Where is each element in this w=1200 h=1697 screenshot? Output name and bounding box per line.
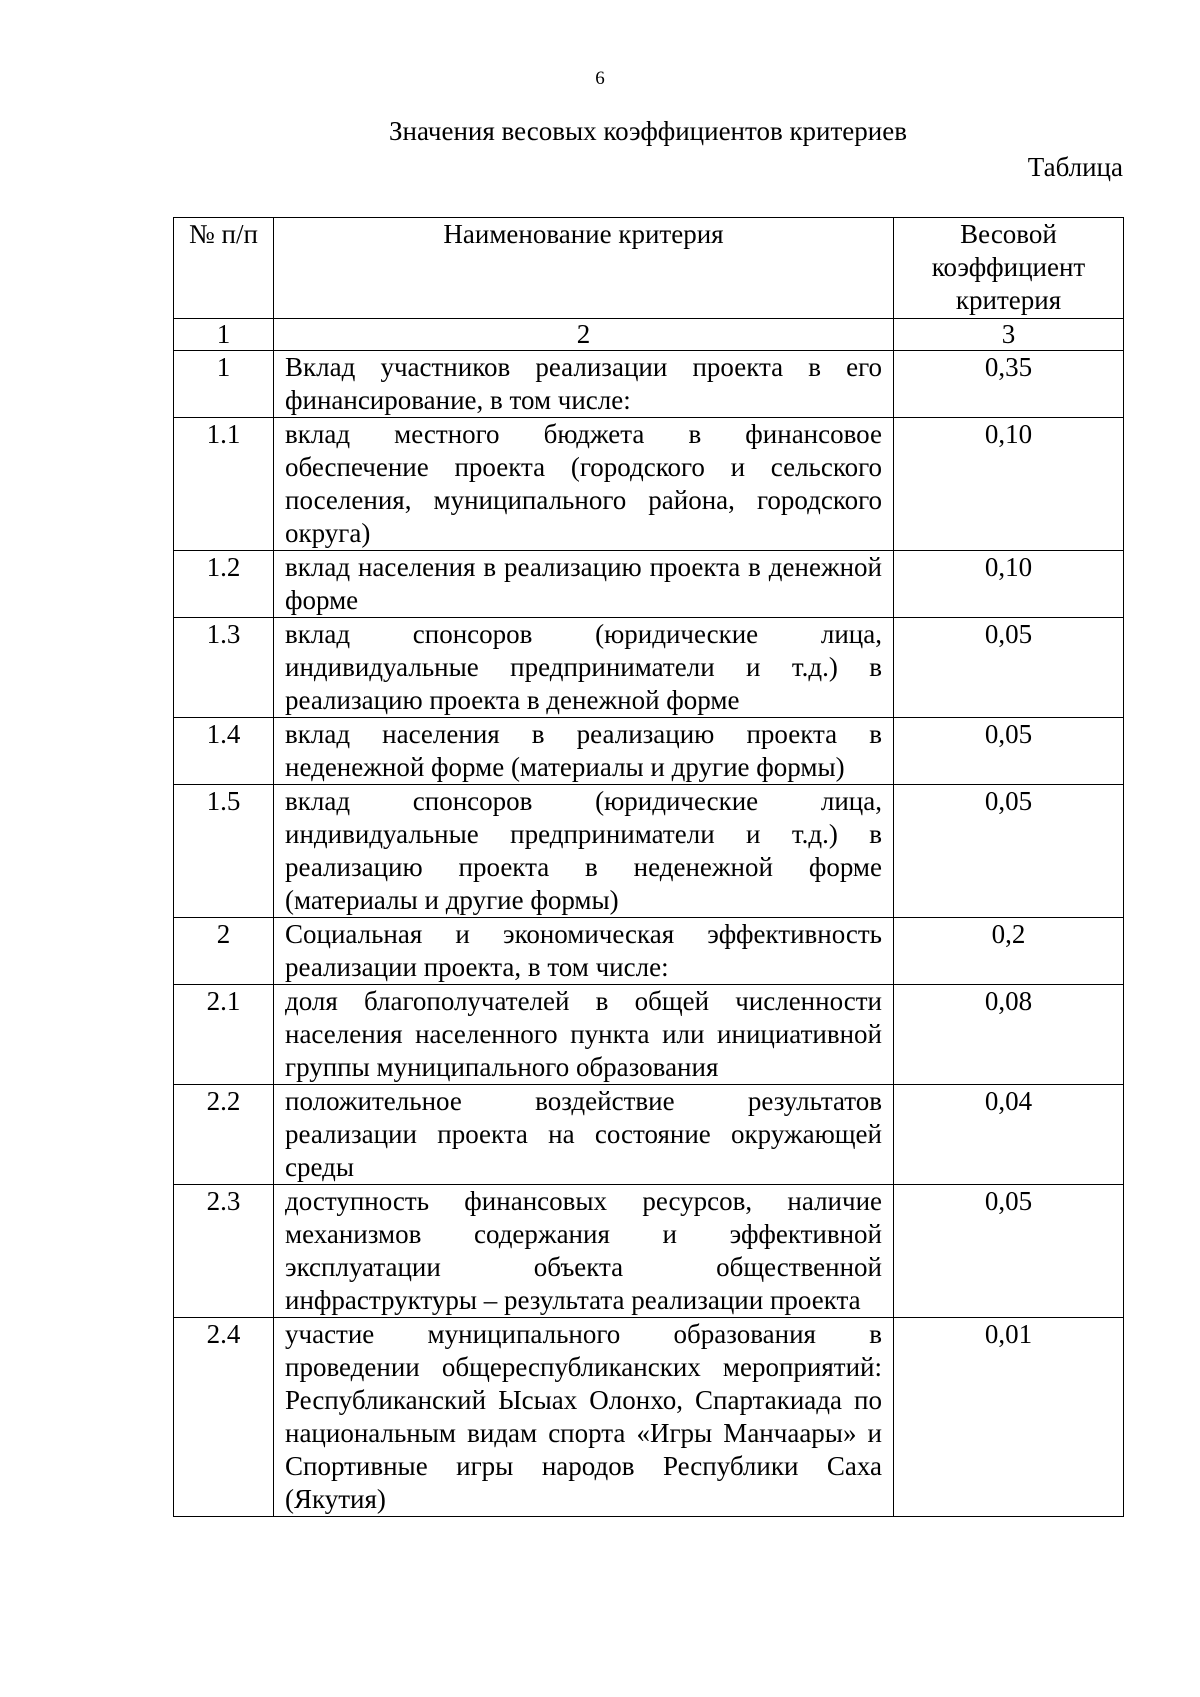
page-number: 6	[595, 68, 605, 89]
criterion-name: вклад местного бюджета в финансовое обеспечение проекта (городского и сельского поселения, муниципального района, городского округа)	[274, 418, 894, 551]
weight-coefficient: 0,2	[894, 918, 1124, 985]
table-row	[174, 1185, 1124, 1318]
column-index-1: 1	[174, 319, 274, 351]
table-row	[174, 418, 1124, 551]
row-number: 2.3	[174, 1185, 274, 1318]
weight-coefficient: 0,10	[894, 551, 1124, 618]
table-row	[174, 718, 1124, 785]
table-row	[174, 551, 1124, 618]
header-weight-coefficient: Весовой коэффициент критерия	[894, 218, 1124, 319]
header-criterion-name: Наименование критерия	[274, 218, 894, 319]
weight-coefficient: 0,05	[894, 1185, 1124, 1318]
column-index-3: 3	[894, 319, 1124, 351]
table-row	[174, 918, 1124, 985]
table-caption: Таблица	[1027, 152, 1123, 182]
row-number: 1.4	[174, 718, 274, 785]
table-row	[174, 351, 1124, 418]
row-number: 1.1	[174, 418, 274, 551]
weight-coefficient: 0,05	[894, 618, 1124, 718]
row-number: 2.4	[174, 1318, 274, 1517]
table-row	[174, 1318, 1124, 1517]
row-number: 2	[174, 918, 274, 985]
row-number: 1	[174, 351, 274, 418]
weight-coefficient: 0,35	[894, 351, 1124, 418]
criterion-name: доля благополучателей в общей численности населения населенного пункта или инициативной группы муниципального образования	[274, 985, 894, 1085]
weight-coefficient: 0,04	[894, 1085, 1124, 1185]
table-row	[174, 1085, 1124, 1185]
weight-coefficient: 0,05	[894, 718, 1124, 785]
criterion-name: положительное воздействие результатов реализации проекта на состояние окружающей среды	[274, 1085, 894, 1185]
row-number: 1.5	[174, 785, 274, 918]
criterion-name: вклад спонсоров (юридические лица, индивидуальные предприниматели и т.д.) в реализацию проекта в денежной форме	[274, 618, 894, 718]
criteria-table-body	[174, 351, 1124, 1517]
criterion-name: участие муниципального образования в проведении общереспубликанских мероприятий: Республиканский Ысыах Олонхо, Спартакиада по национальным видам спорта «Игры Манчаары» и Спортивные игры народов Республики Саха (Якутия)	[274, 1318, 894, 1517]
document-title: Значения весовых коэффициентов критериев	[389, 116, 907, 146]
column-index-2: 2	[274, 319, 894, 351]
criterion-name: Социальная и экономическая эффективность реализации проекта, в том числе:	[274, 918, 894, 985]
table-header-row	[174, 218, 1124, 319]
criterion-name: Вклад участников реализации проекта в его финансирование, в том числе:	[274, 351, 894, 418]
criterion-name: вклад населения в реализацию проекта в неденежной форме (материалы и другие формы)	[274, 718, 894, 785]
weight-coefficient: 0,01	[894, 1318, 1124, 1517]
row-number: 1.2	[174, 551, 274, 618]
criteria-weights-table	[173, 217, 1124, 1517]
column-index-row	[174, 319, 1124, 351]
criterion-name: вклад населения в реализацию проекта в денежной форме	[274, 551, 894, 618]
row-number: 2.2	[174, 1085, 274, 1185]
criterion-name: вклад спонсоров (юридические лица, индивидуальные предприниматели и т.д.) в реализацию проекта в неденежной форме (материалы и другие формы)	[274, 785, 894, 918]
table-row	[174, 785, 1124, 918]
weight-coefficient: 0,08	[894, 985, 1124, 1085]
row-number: 1.3	[174, 618, 274, 718]
weight-coefficient: 0,05	[894, 785, 1124, 918]
weight-coefficient: 0,10	[894, 418, 1124, 551]
row-number: 2.1	[174, 985, 274, 1085]
table-row	[174, 985, 1124, 1085]
criterion-name: доступность финансовых ресурсов, наличие механизмов содержания и эффективной эксплуатации объекта общественной инфраструктуры – результата реализации проекта	[274, 1185, 894, 1318]
header-number: № п/п	[174, 218, 274, 319]
table-row	[174, 618, 1124, 718]
